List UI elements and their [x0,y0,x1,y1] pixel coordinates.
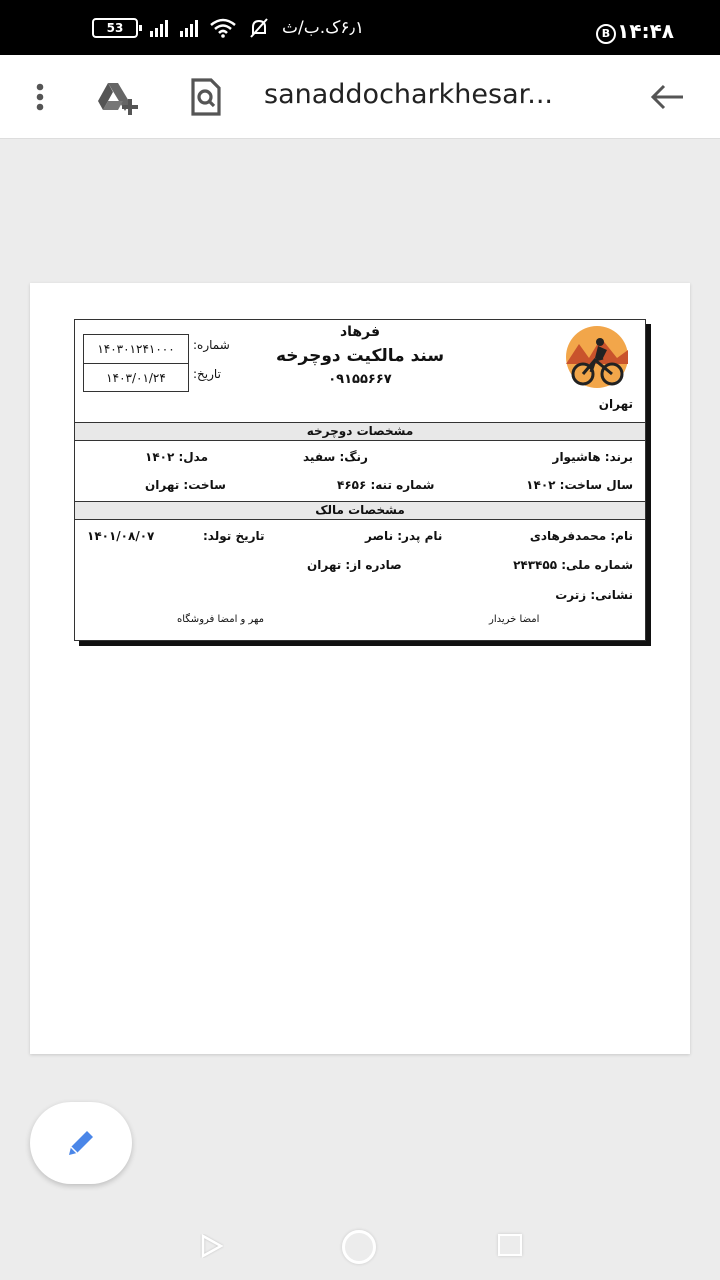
nav-home-icon[interactable] [342,1230,376,1264]
pdf-page [30,283,690,1054]
number-label: شماره: [193,338,230,352]
owner-address: نشانی: زترت [555,588,633,602]
battery-icon: 53 [92,18,138,38]
clock: ۱۴:۴۸ [617,19,674,43]
document-title: sanaddocharkhesar... [264,79,554,110]
seller-signature-label: مهر و امضا فروشگاه [177,614,265,625]
bike-frame-number: شماره تنه: ۴۶۵۶ [337,478,435,492]
find-in-page-icon[interactable] [186,77,226,117]
owner-section-heading: مشخصات مالک [75,501,645,520]
system-nav-bar [0,1210,720,1280]
status-left [92,14,364,42]
city: تهران [598,397,633,411]
nav-recents-icon[interactable] [498,1234,522,1256]
bike-made-in: ساخت: تهران [145,478,226,492]
status-bar [0,0,720,55]
add-to-drive-icon[interactable] [96,77,140,117]
more-vert-icon[interactable] [24,77,56,117]
date-label: تاریخ: [193,367,221,381]
owner-birth-label: تاریخ تولد: [203,529,265,543]
edit-fab[interactable] [30,1102,132,1184]
carrier-text: ۶٫۱ک.ب/ث [282,18,365,38]
certificate-title: سند مالکیت دوچرخه [275,346,445,366]
arrow-back-icon[interactable] [645,77,691,117]
bike-section-heading: مشخصات دوچرخه [75,422,645,441]
certificate-header [75,320,645,423]
cyclist-logo-icon [565,324,629,390]
bike-year: سال ساخت: ۱۴۰۲ [526,478,633,492]
app-bar [0,55,720,139]
nav-back-icon[interactable] [200,1234,224,1258]
bike-model: مدل: ۱۴۰۲ [145,450,209,464]
certificate-date: ۱۴۰۳/۰۱/۲۴ [106,371,166,385]
wifi-icon [210,18,236,38]
signal-icon [150,19,168,37]
certificate-number: ۱۴۰۳۰۱۲۴۱۰۰۰ [84,335,188,364]
edit-pencil-icon [64,1126,98,1160]
shop-name: فرهاد [339,324,381,340]
buyer-signature-label: امضا خریدار [489,614,540,625]
owner-birth-date: ۱۴۰۱/۰۸/۰۷ [87,529,155,543]
owner-issued-from: صادره از: تهران [307,558,402,572]
shop-phone: ۰۹۱۵۵۶۶۷ [328,372,392,387]
b-badge-icon: B [596,24,616,44]
signal-icon-2 [180,19,198,37]
owner-national-id: شماره ملی: ۲۴۳۴۵۵ [513,558,633,572]
owner-name: نام: محمدفرهادی [529,529,633,543]
owner-father-name: نام پدر: ناصر [365,529,443,543]
muted-bell-icon [248,17,270,39]
bike-color: رنگ: سفید [303,450,368,464]
bike-brand: برند: هاشیوار [552,450,633,464]
ownership-certificate [74,319,646,641]
